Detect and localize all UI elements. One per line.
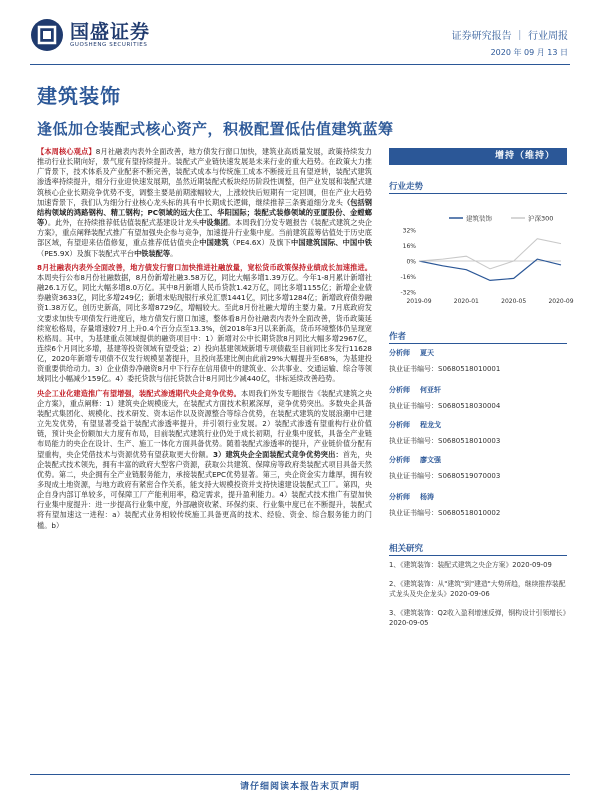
- y-tick-label: 32%: [402, 227, 416, 235]
- legend-label: 沪深300: [528, 214, 554, 223]
- related-item[interactable]: 3、《建筑装饰：Q2收入盈利增速反弹，钢构设计引领增长》2020-09-05: [389, 608, 567, 627]
- trend-divider: [389, 193, 567, 194]
- y-tick-label: 0%: [406, 258, 416, 266]
- x-tick-label: 2020-09: [548, 298, 574, 305]
- analyst-name: 廖文强: [420, 456, 441, 464]
- analyst-cert: 执业证书编号：S0680519070003: [389, 472, 501, 480]
- report-body: [37, 147, 372, 531]
- analyst-name: 夏天: [420, 349, 434, 357]
- body-text: （PE5.9X）及旗下装配式平台: [37, 248, 135, 258]
- company-logo: [30, 18, 150, 52]
- analyst-entry: [389, 420, 500, 446]
- analyst-entry: [389, 492, 500, 518]
- body-text: 。此外，在持续推荐低估值装配式基建设计龙头: [47, 218, 200, 228]
- x-tick-label: 2019-09: [406, 298, 432, 305]
- analyst-divider: [389, 343, 567, 344]
- body-text: 本周我们外发专题报告《装配式建筑之央企方案》，重点阐释：1）建筑央企规模庞大，在装配式方面技术积累深厚，竞争优势突出。多数央企具备装配式集团化、规模化、技术研发、资本运作以及资源整合等综合优势，在装配式建筑的发展浪潮中已建立先发优势，有望显著受益于装配式渗透率提升，并引领行业发展。2）装配式渗透有望重构行业价值链，预计央企份额加大力度有布局，: [37, 388, 372, 439]
- footer-divider: [30, 774, 570, 775]
- related-research-list: [389, 560, 567, 629]
- company-name-cn: 国盛证券: [70, 21, 151, 43]
- report-headline: 逢低加仓装配式核心资产，积极配置低估值建筑蓝筹: [37, 120, 394, 138]
- analyst-entry: [389, 385, 500, 411]
- paragraph-core-view: [37, 147, 372, 259]
- analyst-entry: [389, 455, 500, 481]
- related-item[interactable]: 1、《建筑装饰：装配式建筑之央企方案》2020-09-09: [389, 561, 552, 569]
- body-text: 。: [170, 248, 178, 258]
- related-divider: [389, 555, 567, 556]
- emphasis-text: 中铁装配等: [134, 248, 171, 258]
- series-line-0: [419, 259, 561, 280]
- trend-title: 行业走势: [389, 182, 424, 192]
- emphasis-text: 中设集团: [199, 218, 228, 228]
- analyst-cert: 执业证书编号：S0680518010002: [389, 509, 501, 517]
- emphasis-text: 央企工业化建造推广有望增强，装配式渗透期代央企竞争优势。: [37, 388, 241, 398]
- x-tick-label: 2020-01: [453, 298, 479, 305]
- body-text: 进一步提高行业集中度，外部融资收紧、环保约束、行业集中度已在不断提升，装配式将有望加速这一进程：a）装配式业务相较传统施工具备更高的技术、经验、资金、综合服务能力的门槛。b）: [37, 500, 372, 530]
- emphasis-text: 8月社融表内表外全面改善，地方债发行窗口加快推进社融放量，宽松货币政策: [37, 262, 292, 272]
- emphasis-text: 保持业绩成长加速推进。: [291, 262, 372, 272]
- emphasis-text: （包括钢结构领域的鸿路钢构、精工钢构；PC领域的远大住工、华阳国际；装配式装修领域的亚厦股份、金螳螂等）: [37, 197, 372, 228]
- footer-disclaimer: 请仔细阅读本报告末页声明: [239, 782, 360, 792]
- industry-trend-chart: [389, 208, 574, 308]
- trend-chart-svg: [389, 208, 574, 308]
- paragraph-prefab-central-soe: [37, 389, 372, 531]
- emphasis-text: 3）建筑央企全面装配式竞争优势突出：: [212, 449, 343, 459]
- emphasis-text: 中国建筑国际、中国中铁: [291, 238, 372, 248]
- analyst-cert: 执业证书编号：S0680518010003: [389, 437, 501, 445]
- body-text: （PE4.6X）及旗下: [228, 238, 292, 248]
- analyst-cert: 执业证书编号：S0680518030004: [389, 402, 501, 410]
- header-divider: [30, 64, 570, 65]
- body-text: 。本周我们分发专题报告《装配式建筑之央企方案》，重点阐释装配式推广有望加强央企参与竞争，加速提升行业集中度。当前建筑蓝筹估值处于历史底部区域，有望迎来估值修复，重点推荐低估值央企: [37, 218, 372, 248]
- analyst-name: 何亚轩: [420, 386, 441, 394]
- y-tick-label: -16%: [400, 274, 416, 281]
- report-date: 2020 年 09 月 13 日: [490, 48, 568, 57]
- analyst-role: 分析师: [389, 349, 410, 357]
- analyst-title: 作者: [389, 332, 407, 342]
- rating-badge: 增持（维持）: [389, 148, 567, 165]
- y-tick-label: -32%: [400, 289, 416, 297]
- legend-label: 建筑装饰: [466, 214, 492, 223]
- industry-title: 建筑装饰: [37, 84, 121, 108]
- analyst-name: 程龙戈: [420, 421, 441, 429]
- body-text: 8月社融表内表外全面改善，地方债发行窗口加快，建筑业高质量发展，政策持续发力推动行业长期向好，景气度有望持续提升。装配式产业链快速发展是未来行业的重大趋势。在政策大力推广背景下，技术体系及产业配套不断完善，装配式成本与传统施工成本不断接近且有望逆转，装配式建筑渗透率持续提升，细分行业迎快速发展期，虽然近期装配式板块经历阶段性调整，但产业发展和装配式建筑核心企业长期竞争优势不变，调整主要是前期涨幅较大，上涨较快后短期有一定回调，但在产业大趋势加速背景下，我们认为细分行业核心龙头标的具有中长期成长逻辑，继续推荐三条赛道细分龙头: [37, 147, 372, 207]
- y-tick-label: 16%: [402, 243, 416, 250]
- analyst-entry: [389, 348, 500, 374]
- body-text: 本周央行公布8月份社融数据，8月份新增社融3.58万亿，同比大幅多增1.39万亿。今年1-8月累计新增社融26.1万亿，同比大幅多增8.0万亿。其中8月新增人民币贷款1.42万亿，同比多增1155亿；新增企业债券融资3633亿，同比多增249亿；新增未贴现银行承兑汇票1441亿，同比多增1284亿；新增政府债券融资1.38万亿，创历史新高，同比多增8729亿，增幅较大。至此8月份社融大增的主要力量。7月底政府发文要求加快专项债发行进度后，地方债发行窗口加速，整体看8月份社融表内表外全面改善，货币政策延续宽松格局，存量增速较7月上升0.4个百分点至13.3%，创2018年3月以来新高，货币环境整体仍呈现宽松格局。其中，为基建重点领域提供的融资项目中：1）新增对公中长期贷款8月同比大幅多增2967亿，连续6个月同比多增，基建等投资领域有望受益；2）投向基建领域新增专项债截至目前同比多发行11628亿，2020年新增专项债不仅发行规模显著提升，且投向基建比例由此前29%大幅提升至68%，为基建投资重要供给动力。3）企业债券净融资8月中下行存在信用债中的建筑业、公共事业、交通运输、综合等领域同比小幅减少159亿。4）委托贷款与信托贷款合计8月同比少减440亿，非标延续改善趋势。: [37, 272, 372, 384]
- emphasis-text: 中国建筑: [199, 238, 229, 248]
- x-tick-label: 2020-05: [501, 298, 527, 305]
- body-text: 目前装配式建筑行业仍处于成长初期，行业集中度低，具备全产业链布局能力的央企在设计、生产、施工一体化方面具备优势。随着装配式渗透率的提升，产业链价值分配有望重构，央企凭借技术与资源优势有望获取更大份额。: [37, 429, 372, 459]
- analyst-role: 分析师: [389, 386, 410, 394]
- analyst-role: 分析师: [389, 456, 410, 464]
- report-type: 证券研究报告 ｜ 行业周报: [451, 31, 568, 42]
- company-name-en: GUOSHENG SECURITIES: [70, 42, 148, 48]
- analyst-role: 分析师: [389, 493, 410, 501]
- analyst-cert: 执业证书编号：S0680518010001: [389, 365, 501, 373]
- series-line-1: [419, 239, 561, 269]
- related-title: 相关研究: [389, 544, 424, 554]
- related-item[interactable]: 2、《建筑装饰：从"建筑"到"建造"大势所趋，继续推荐装配式龙头及央企龙头》2020-09-06: [389, 579, 566, 598]
- analyst-name: 杨涛: [420, 493, 434, 501]
- guosheng-logo-icon: [30, 18, 64, 52]
- paragraph-social-financing: [37, 263, 372, 385]
- body-text: 首先，央企装配式技术领先，拥有丰富的政府大型客户资源，获取公共建筑、保障房等政府类装配式项目具备天然优势。第二，央企拥有全产业链服务能力，承接装配式EPC优势显著。第三，央企资金实力雄厚，拥有较多现成土地资源，与地方政府有紧密合作关系，能支持大规模投资并支持快速建设装配式工厂。第四，央企自身内部订单较多，可保障工厂产能利用率，稳定需求，提升盈利能力。4）装配式技术推广有望加快行业集中度提升：: [37, 449, 372, 510]
- analyst-role: 分析师: [389, 421, 410, 429]
- emphasis-text: 【本周核心观点】: [37, 147, 96, 156]
